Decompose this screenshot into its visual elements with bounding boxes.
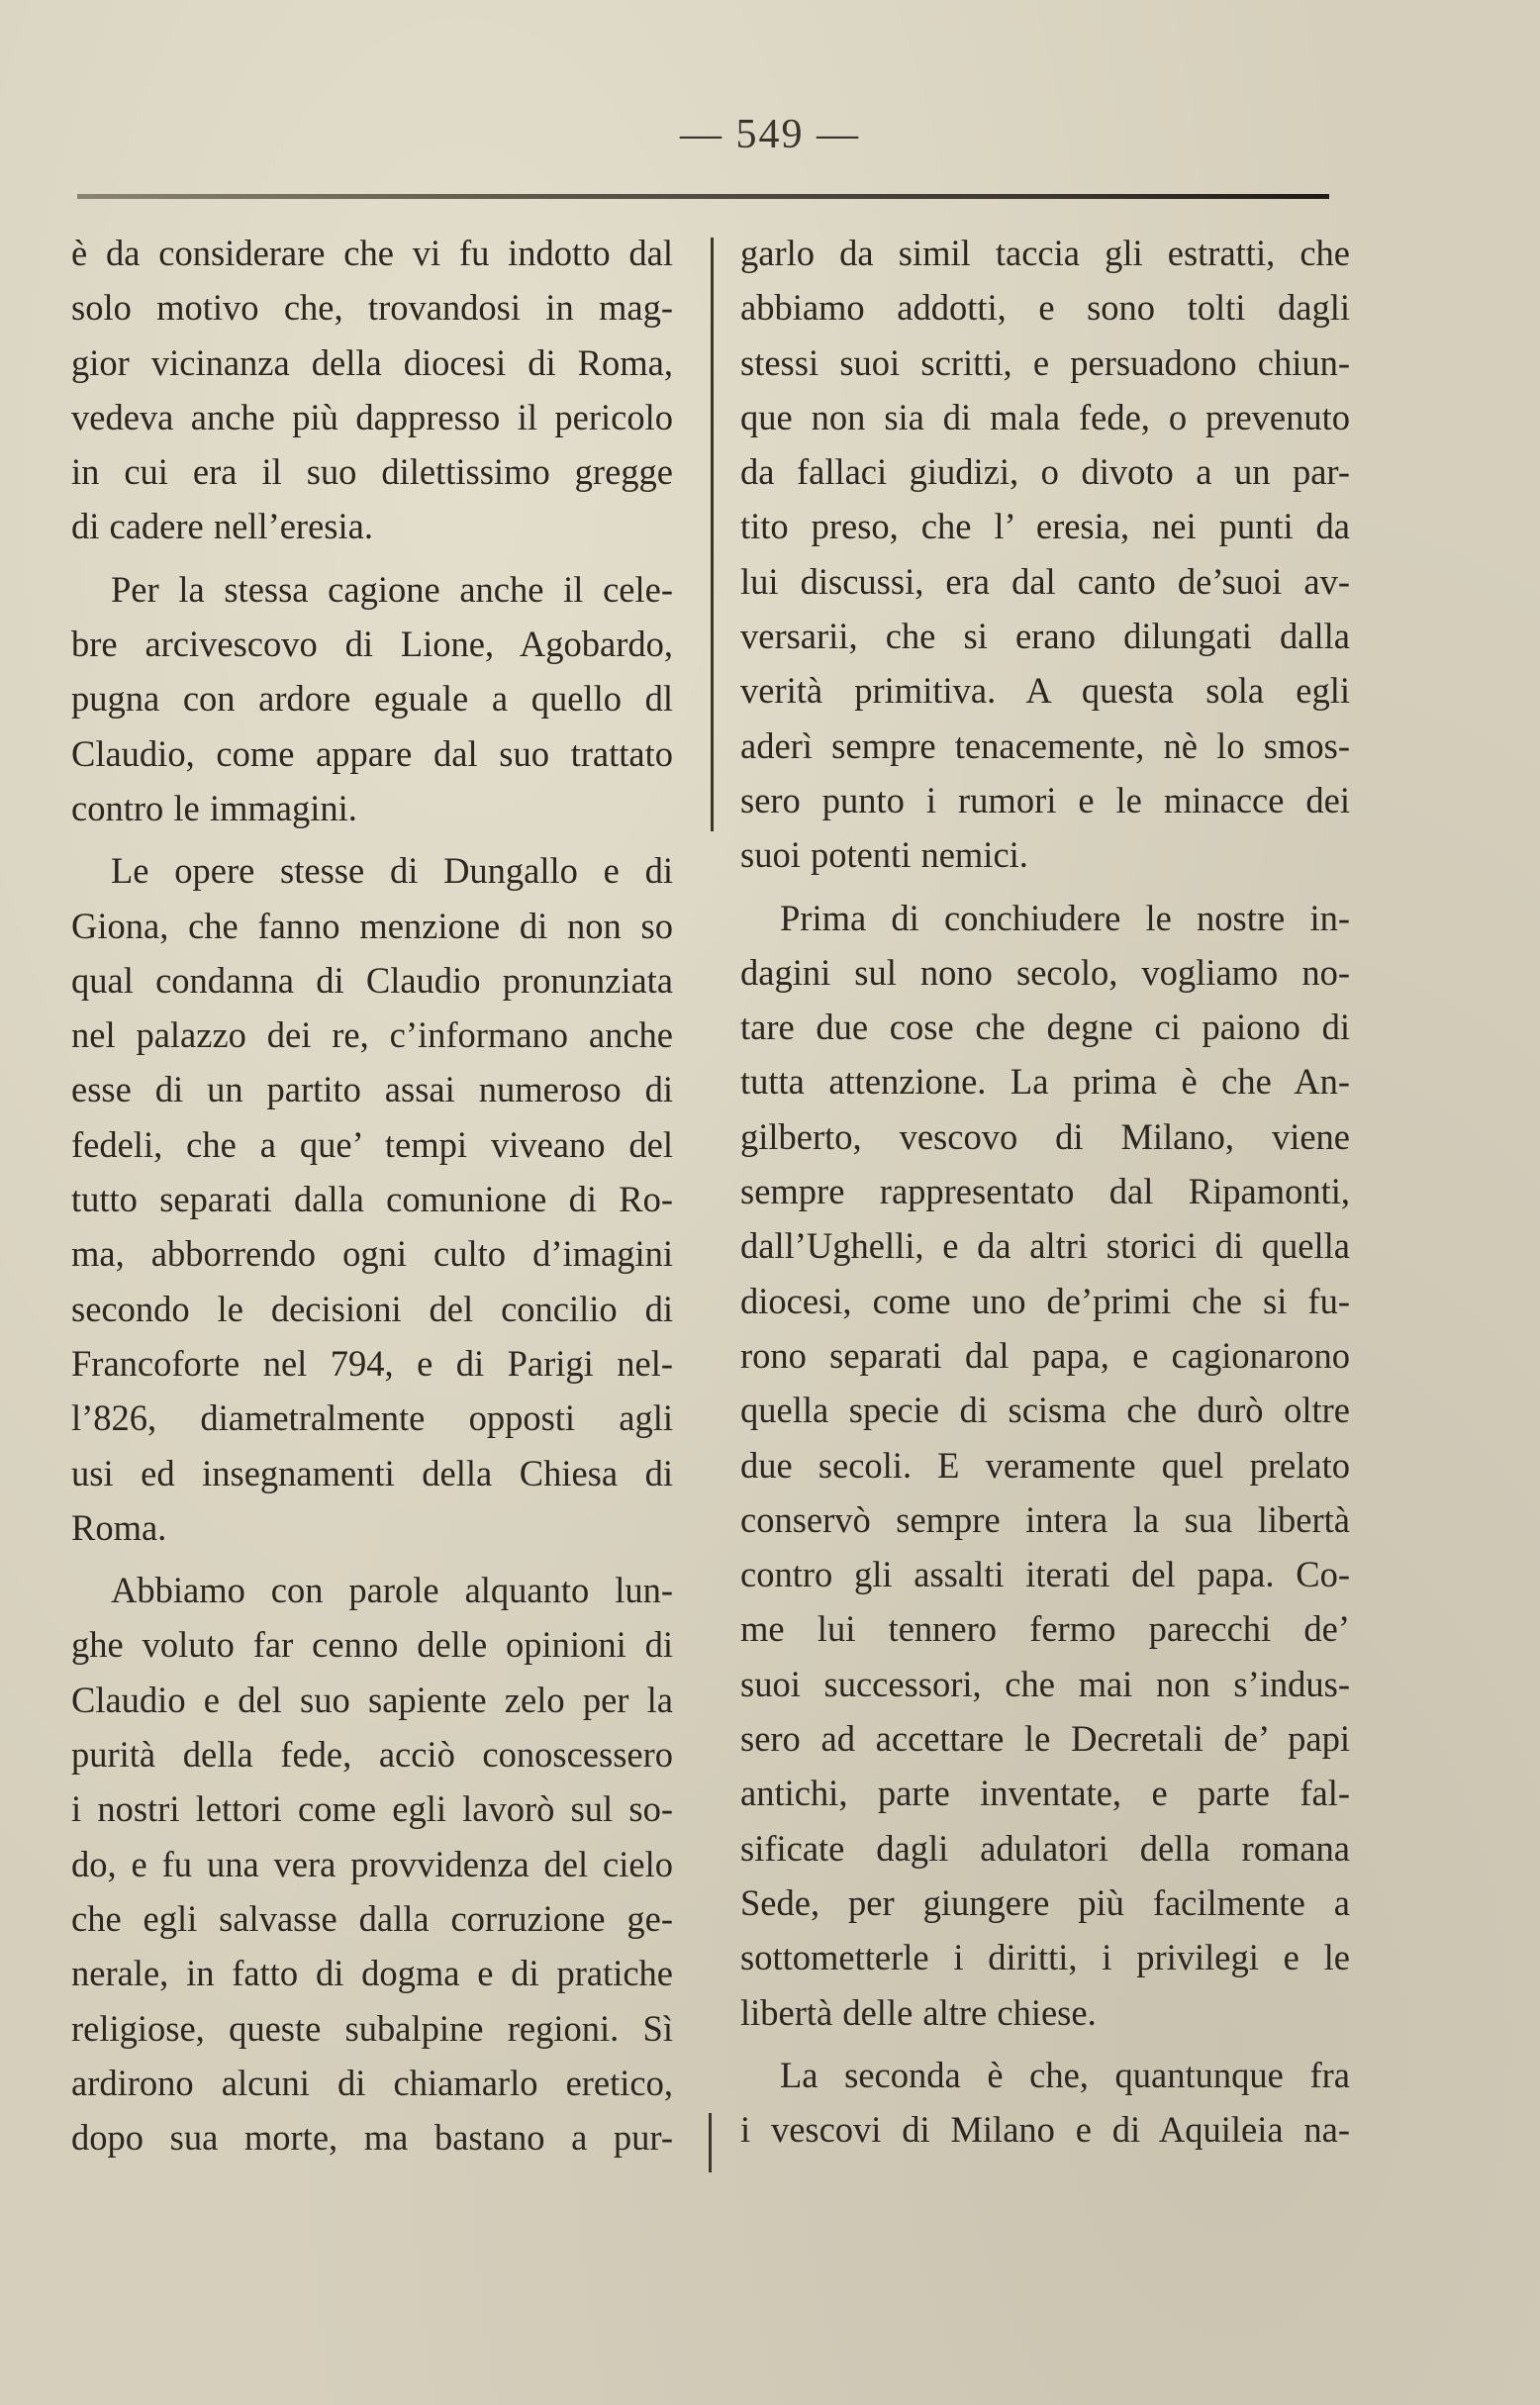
text-line: aderì sempre tenacemente, nè lo smos- [740,724,1350,766]
text-line: sottometterle i diritti, i privilegi e le [740,1937,1350,1978]
text-line: libertà delle altre chiese. [740,1991,1097,2033]
text-line: conservò sempre intera la sua libertà [740,1498,1350,1540]
paragraph-gap [71,1555,673,1563]
text-line: qual condanna di Claudio pronunziata [71,959,673,1001]
text-line: que non sia di mala fede, o prevenuto [740,396,1350,437]
text-line: tutto separati dalla comunione di Ro- [71,1179,673,1220]
text-line: Prima di conchiudere le nostre in- [780,897,1350,938]
text-line: pugna con ardore eguale a quello dl [71,678,673,720]
text-line: Francoforte nel 794, e di Parigi nel- [71,1342,673,1384]
text-line: bre arcivescovo di Lione, Agobardo, [71,624,673,665]
text-line: suoi successori, che mai non s’indus- [740,1663,1350,1704]
text-line: i vescovi di Milano e di Aquileia na- [740,2109,1350,2151]
text-line: da fallaci giudizi, o divoto a un par- [740,451,1350,493]
left-column [71,226,673,2164]
text-line: stessi suoi scritti, e persuadono chiun- [740,341,1350,383]
text-line: versarii, che si erano dilungati dalla [740,616,1350,657]
text-line: religiose, queste subalpine regioni. Sì [71,2007,673,2049]
text-line: due secoli. E veramente quel prelato [740,1444,1350,1486]
text-line: gilberto, vescovo di Milano, viene [740,1115,1350,1157]
paragraph-gap [71,835,673,843]
paragraph-gap [740,2040,1350,2048]
text-line: Le opere stesse di Dungallo e di [111,850,673,892]
text-line: rono separati dal papa, e cagionarono [740,1334,1350,1376]
text-line: sero punto i rumori e le minacce dei [740,779,1350,820]
text-line: tare due cose che degne ci paiono di [740,1007,1350,1048]
text-line: l’826, diametralmente opposti agli [71,1397,673,1439]
text-line: i nostri lettori come egli lavorò sul so- [71,1788,673,1830]
text-line: sero ad accettare le Decretali de’ papi [740,1718,1350,1760]
paragraph-gap [740,883,1350,891]
text-line: lui discussi, era dal canto de’suoi av- [740,560,1350,602]
text-line: Roma. [71,1506,167,1548]
text-line: dopo sua morte, ma bastano a pur- [71,2117,673,2159]
text-line: secondo le decisioni del concilio di [71,1288,673,1329]
text-line: che egli salvasse dalla corruzione ge- [71,1897,673,1939]
text-line: La seconda è che, quantunque fra [780,2054,1350,2095]
text-line: quella specie di scisma che durò oltre [740,1390,1350,1431]
text-line: è da considerare che vi fu indotto dal [71,233,673,273]
text-line: nerale, in fatto di dogma e di pratiche [71,1953,673,1994]
text-line: purità della fede, acciò conoscessero [71,1734,673,1776]
text-line: fedeli, che a que’ tempi viveano del [71,1123,673,1165]
text-line: suoi potenti nemici. [740,834,1028,876]
text-line: usi ed insegnamenti della Chiesa di [71,1452,673,1493]
text-line: tito preso, che l’ eresia, nei punti da [740,506,1350,547]
text-line: Giona, che fanno menzione di non so [71,905,673,946]
text-line: nel palazzo dei re, c’informano anche [71,1014,673,1056]
text-line: abbiamo addotti, e sono tolti dagli [740,287,1350,329]
text-line: me lui tennero fermo parecchi de’ [740,1608,1350,1650]
text-line: antichi, parte inventate, e parte fal- [740,1773,1350,1814]
text-line: Sede, per giungere più facilmente a [740,1881,1350,1923]
text-line: contro le immagini. [71,787,357,828]
text-line: do, e fu una vera provvidenza del cielo [71,1843,673,1884]
text-line: dagini sul nono secolo, vogliamo no- [740,951,1350,993]
text-line: sempre rappresentato dal Ripamonti, [740,1171,1350,1212]
page-number: — 549 — [680,112,860,157]
text-line: solo motivo che, trovandosi in mag- [71,287,673,329]
text-line: esse di un partito assai numeroso di [71,1069,673,1110]
text-line: Per la stessa cagione anche il cele- [111,568,673,610]
text-line: contro gli assalti iterati del papa. Co- [740,1554,1350,1595]
text-line: verità primitiva. A questa sola egli [740,670,1350,712]
text-line: sificate dagli adulatori della romana [740,1827,1350,1869]
text-line: in cui era il suo dilettissimo gregge [71,451,673,493]
text-line: ghe voluto far cenno delle opinioni di [71,1624,673,1666]
text-line: gior vicinanza della diocesi di Roma, [71,341,673,383]
text-line: garlo da simil taccia gli estratti, che [740,233,1350,273]
text-line: tutta attenzione. La prima è che An- [740,1061,1350,1103]
right-column [740,226,1350,2157]
text-line: Abbiamo con parole alquanto lun- [111,1570,673,1611]
text-line: diocesi, come uno de’primi che si fu- [740,1280,1350,1321]
text-line: ma, abborrendo ogni culto d’imagini [71,1233,673,1275]
column-divider-lower [709,2113,712,2172]
text-line: ardirono alcuni di chiamarlo eretico, [71,2062,673,2103]
header-rule [77,194,1329,199]
text-line: vedeva anche più dappresso il pericolo [71,396,673,437]
column-divider [711,238,714,831]
paragraph-gap [71,554,673,562]
text-line: Claudio, come appare dal suo trattato [71,732,673,774]
text-line: di cadere nell’eresia. [71,506,373,547]
text-line: dall’Ughelli, e da altri storici di quella [740,1225,1350,1267]
text-line: Claudio e del suo sapiente zelo per la [71,1679,673,1720]
